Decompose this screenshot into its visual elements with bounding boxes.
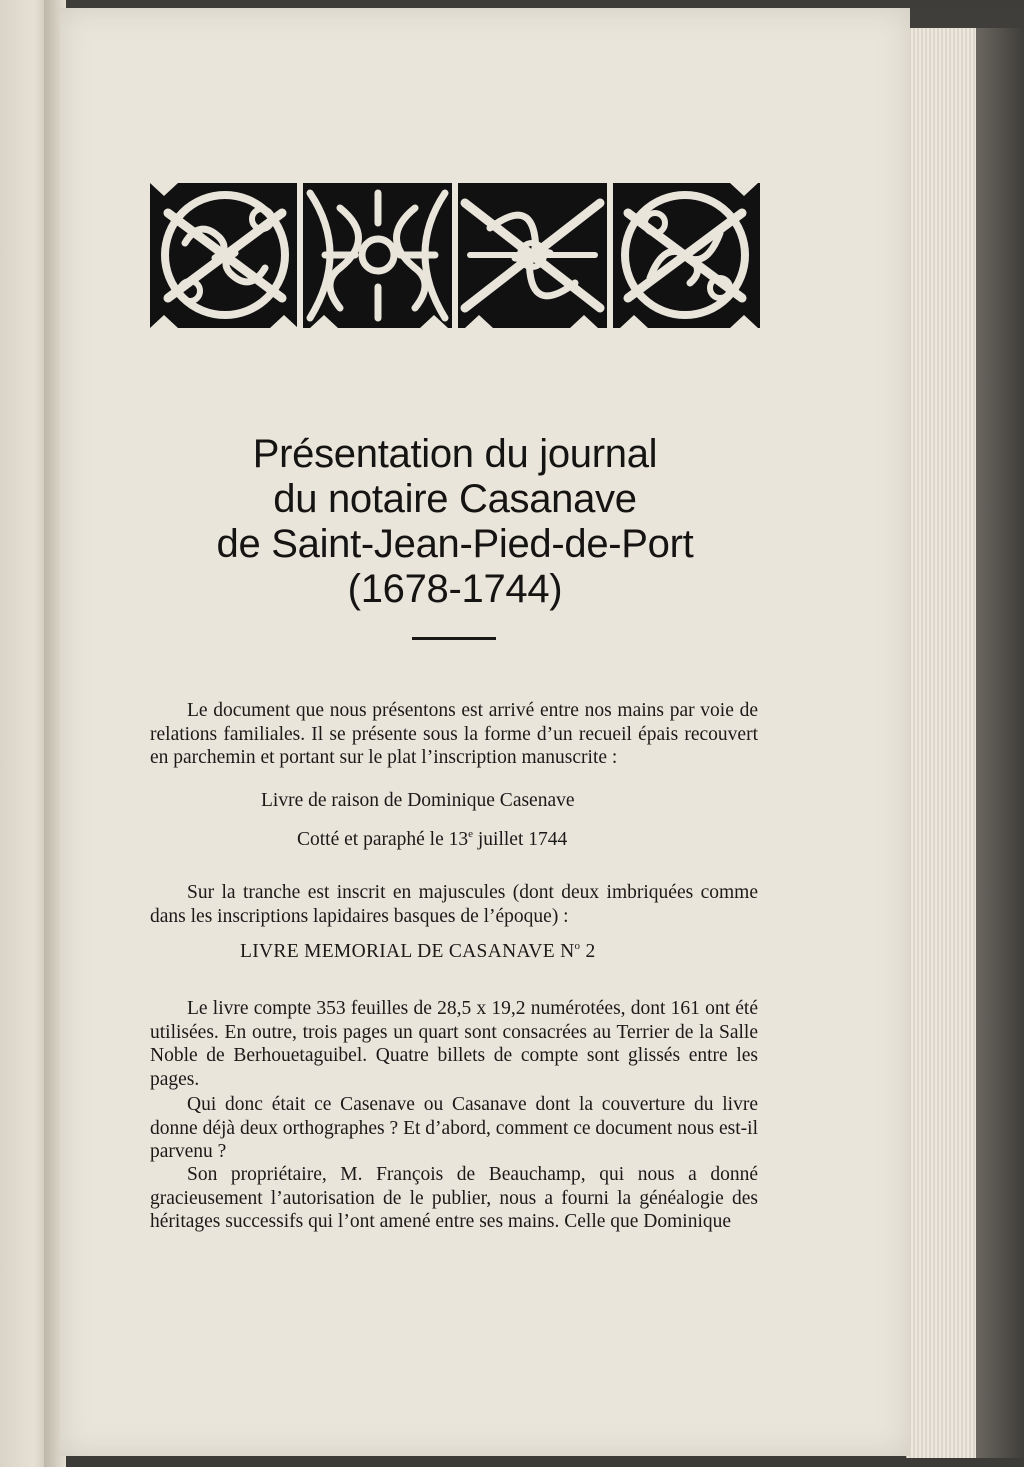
body-paragraph-block-1 (150, 997, 758, 1091)
title-line-1: Présentation du journal (252, 432, 658, 476)
memorial-number: 2 (580, 941, 596, 962)
inscription-date-before: Cotté et paraphé le 13 (297, 829, 469, 850)
memorial-sup: o (574, 940, 581, 952)
page-stack-edges (906, 28, 977, 1458)
body-paragraph-block-2 (150, 1093, 758, 1164)
body-paragraph-2: Qui donc était ce Casenave ou Casanave dont la couverture du livre donne déjà deux orthographes ? Et d’abord, comment ce document nous est-il parvenu ? (150, 1094, 758, 1162)
body-paragraph-block-3 (150, 1163, 758, 1234)
facing-page-edge (0, 0, 48, 1467)
title-line-3: de Saint-Jean-Pied-de-Port (216, 522, 694, 566)
ornament-frieze-icon (150, 183, 760, 328)
inscription-line-2 (297, 829, 567, 851)
title-line-4: (1678-1744) (347, 567, 563, 611)
inscription-date-sup: e (468, 828, 473, 840)
memorial-line (240, 941, 596, 963)
inscription-date-after: juillet 1744 (473, 829, 568, 850)
spine-paragraph: Sur la tranche est inscrit en majuscules (dont deux imbriquées comme dans les inscriptions lapidaires basques de l’époque) : (150, 882, 758, 927)
body-paragraph-1: Le livre compte 353 feuilles de 28,5 x 19,2 numérotées, dont 161 ont été utilisées. En outre, trois pages un quart sont consacrées au Terrier de la Salle Noble de Berhouetaguibel. Quatre billets de compte sont glissés entre les pages. (150, 998, 758, 1090)
memorial-text: LIVRE MEMORIAL DE CASANAVE N (240, 941, 575, 962)
title-line-2: du notaire Casanave (273, 477, 637, 521)
title-divider (412, 637, 496, 640)
book-edge-shadow (976, 28, 1024, 1458)
spine-paragraph-block (150, 881, 758, 928)
intro-paragraph-block (150, 699, 758, 770)
inscription-line-1: Livre de raison de Dominique Casenave (261, 790, 575, 811)
body-paragraph-3: Son propriétaire, M. François de Beauchamp, qui nous a donné gracieusement l’autorisation de le publier, nous a fourni la généalogie des héritages successifs qui l’ont amené entre ses mains. Celle que Dominique (150, 1164, 758, 1232)
page-title (160, 432, 750, 612)
intro-paragraph: Le document que nous présentons est arrivé entre nos mains par voie de relations familiales. Il se présente sous la forme d’un recueil épais recouvert en parchemin et portant sur le plat l’inscription manuscrite : (150, 700, 758, 768)
